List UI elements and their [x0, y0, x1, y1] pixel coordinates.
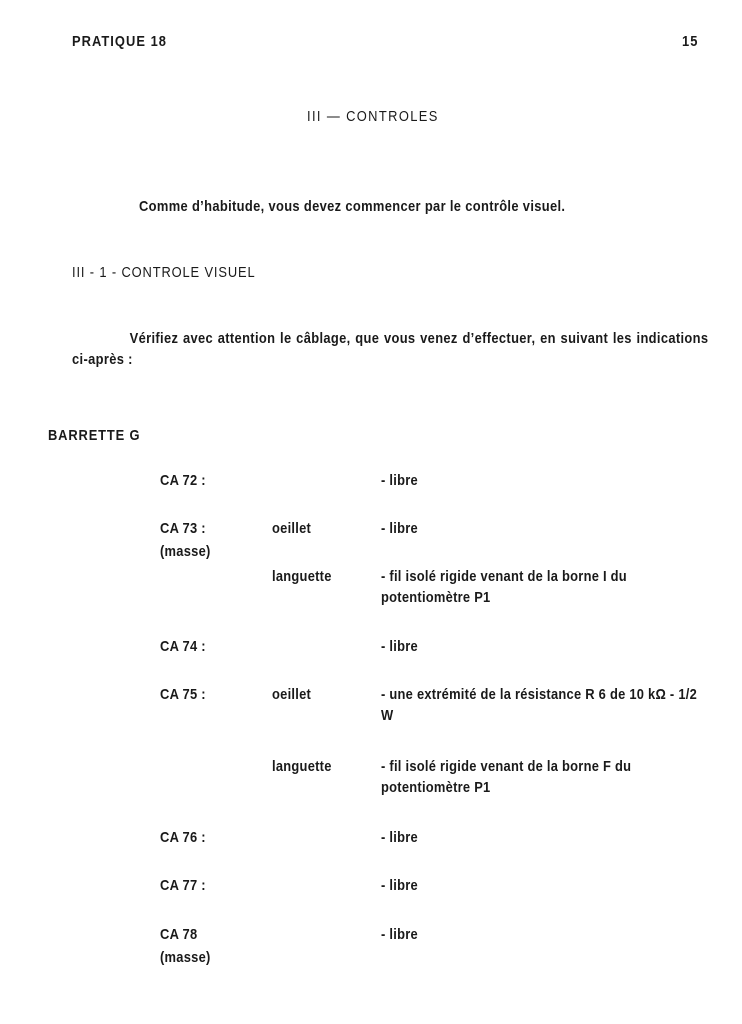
row-desc: - libre	[381, 926, 418, 943]
row-note: (masse)	[160, 543, 211, 560]
row-desc: - fil isolé rigide venant de la borne I du potentiomètre P1	[381, 568, 627, 606]
row-desc: - libre	[381, 829, 418, 846]
section-title: III — CONTROLES	[307, 108, 439, 125]
row-part: languette	[272, 568, 332, 585]
row-desc: - libre	[381, 638, 418, 655]
row-desc: - fil isolé rigide venant de la borne F du potentiomètre P1	[381, 758, 632, 796]
row-part: languette	[272, 758, 332, 775]
row-id: CA 77 :	[160, 877, 206, 894]
row-id: CA 76 :	[160, 829, 206, 846]
intro-sentence: Comme d’habitude, vous devez commencer par le contrôle visuel.	[139, 198, 566, 215]
row-desc: - libre	[381, 877, 418, 894]
row-note: (masse)	[160, 949, 211, 966]
row-id: CA 78	[160, 926, 198, 943]
row-part: oeillet	[272, 686, 312, 703]
group-title: BARRETTE G	[48, 427, 141, 444]
row-desc: - libre	[381, 472, 418, 489]
row-id: CA 72 :	[160, 472, 206, 489]
instruction-paragraph: Vérifiez avec attention le câblage, que vous venez d’effectuer, en suivant les indications ci-après :	[72, 330, 709, 368]
subsection-title: III - 1 - CONTROLE VISUEL	[72, 264, 256, 281]
row-desc: - une extrémité de la résistance R 6 de 10 kΩ - 1/2 W	[381, 686, 698, 724]
row-id: CA 74 :	[160, 638, 206, 655]
page-number: 15	[682, 33, 699, 50]
row-desc: - libre	[381, 520, 418, 537]
running-header: PRATIQUE 18	[72, 33, 167, 50]
row-id: CA 73 :	[160, 520, 206, 537]
row-part: oeillet	[272, 520, 312, 537]
row-id: CA 75 :	[160, 686, 206, 703]
